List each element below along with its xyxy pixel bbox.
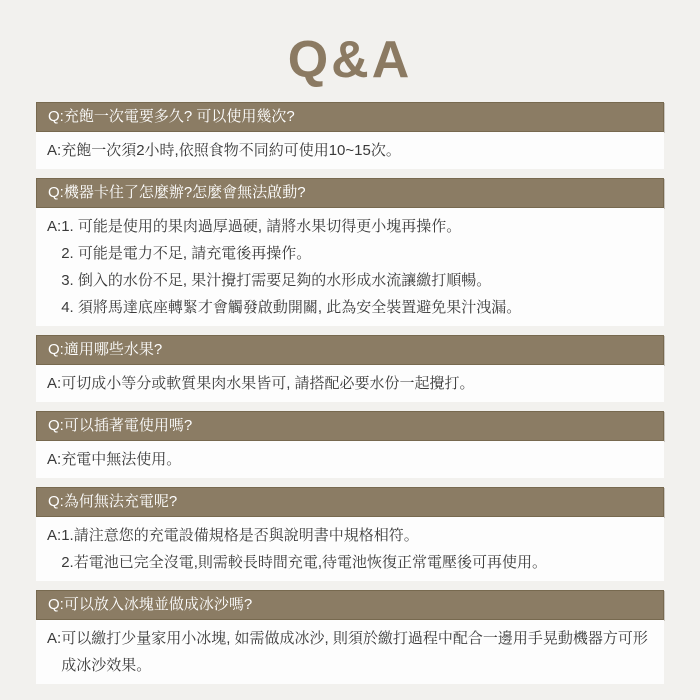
qa-section (36, 102, 664, 169)
question-text: 為何無法充電呢? (63, 493, 178, 510)
answer-prefix: A: (47, 451, 62, 468)
answer-lines (61, 137, 653, 164)
question-bar (36, 411, 664, 441)
question-text: 可以放入冰塊並做成冰沙嗎? (63, 596, 253, 613)
question-prefix: Q: (48, 184, 64, 201)
answer-lines (61, 370, 653, 397)
answer-line: 3. 倒入的水份不足, 果汁攪打需要足夠的水形成水流讓繳打順暢。 (61, 272, 492, 289)
qa-page (36, 31, 664, 684)
answer-lines (61, 213, 653, 321)
answer-line: 1. 可能是使用的果肉過厚過硬, 請將水果切得更小塊再操作。 (61, 218, 462, 235)
answer-block (36, 517, 664, 581)
question-prefix: Q: (48, 596, 64, 613)
answer-line: 可以繳打少量家用小冰塊, 如需做成冰沙, 則須於繳打過程中配合一邊用手晃動機器方可形成冰沙效果。 (61, 630, 648, 674)
question-bar (36, 102, 664, 132)
answer-prefix: A: (47, 218, 62, 235)
answer-block (36, 365, 664, 402)
answer-prefix: A: (47, 527, 62, 544)
question-prefix: Q: (48, 493, 64, 510)
answer-line: 2. 可能是電力不足, 請充電後再操作。 (61, 245, 312, 262)
question-text: 適用哪些水果? (63, 341, 163, 358)
answer-block (36, 441, 664, 478)
answer-lines (61, 625, 653, 679)
qa-section (36, 178, 664, 326)
question-text: 機器卡住了怎麼辦?怎麼會無法啟動? (63, 184, 306, 201)
answer-prefix: A: (47, 630, 62, 647)
answer-line: 充電中無法使用。 (61, 451, 182, 468)
answer-prefix: A: (47, 375, 62, 392)
qa-section (36, 411, 664, 478)
answer-line: 4. 須將馬達底座轉緊才會觸發啟動開關, 此為安全裝置避免果汁洩漏。 (61, 299, 522, 316)
qa-list (36, 102, 664, 684)
answer-line: 充飽一次須2小時,依照食物不同約可使用10~15次。 (61, 142, 401, 159)
answer-lines (61, 522, 653, 576)
answer-line: 2.若電池已完全沒電,則需較長時間充電,待電池恢復正常電壓後可再使用。 (61, 554, 548, 571)
question-bar (36, 178, 664, 208)
question-prefix: Q: (48, 417, 64, 434)
answer-block (36, 620, 664, 684)
answer-line: 1.請注意您的充電設備規格是否與說明書中規格相符。 (61, 527, 419, 544)
question-text: 充飽一次電要多久? 可以使用幾次? (63, 108, 295, 125)
question-prefix: Q: (48, 341, 64, 358)
question-bar (36, 590, 664, 620)
page-title: Q&A (287, 31, 413, 89)
answer-block (36, 208, 664, 326)
question-text: 可以插著電使用嗎? (63, 417, 193, 434)
qa-section (36, 590, 664, 684)
answer-prefix: A: (47, 142, 62, 159)
question-bar (36, 487, 664, 517)
answer-block (36, 132, 664, 169)
answer-lines (61, 446, 653, 473)
question-bar (36, 335, 664, 365)
qa-section (36, 335, 664, 402)
question-prefix: Q: (48, 108, 64, 125)
answer-line: 可切成小等分或軟質果肉水果皆可, 請搭配必要水份一起攪打。 (61, 375, 475, 392)
qa-section (36, 487, 664, 581)
